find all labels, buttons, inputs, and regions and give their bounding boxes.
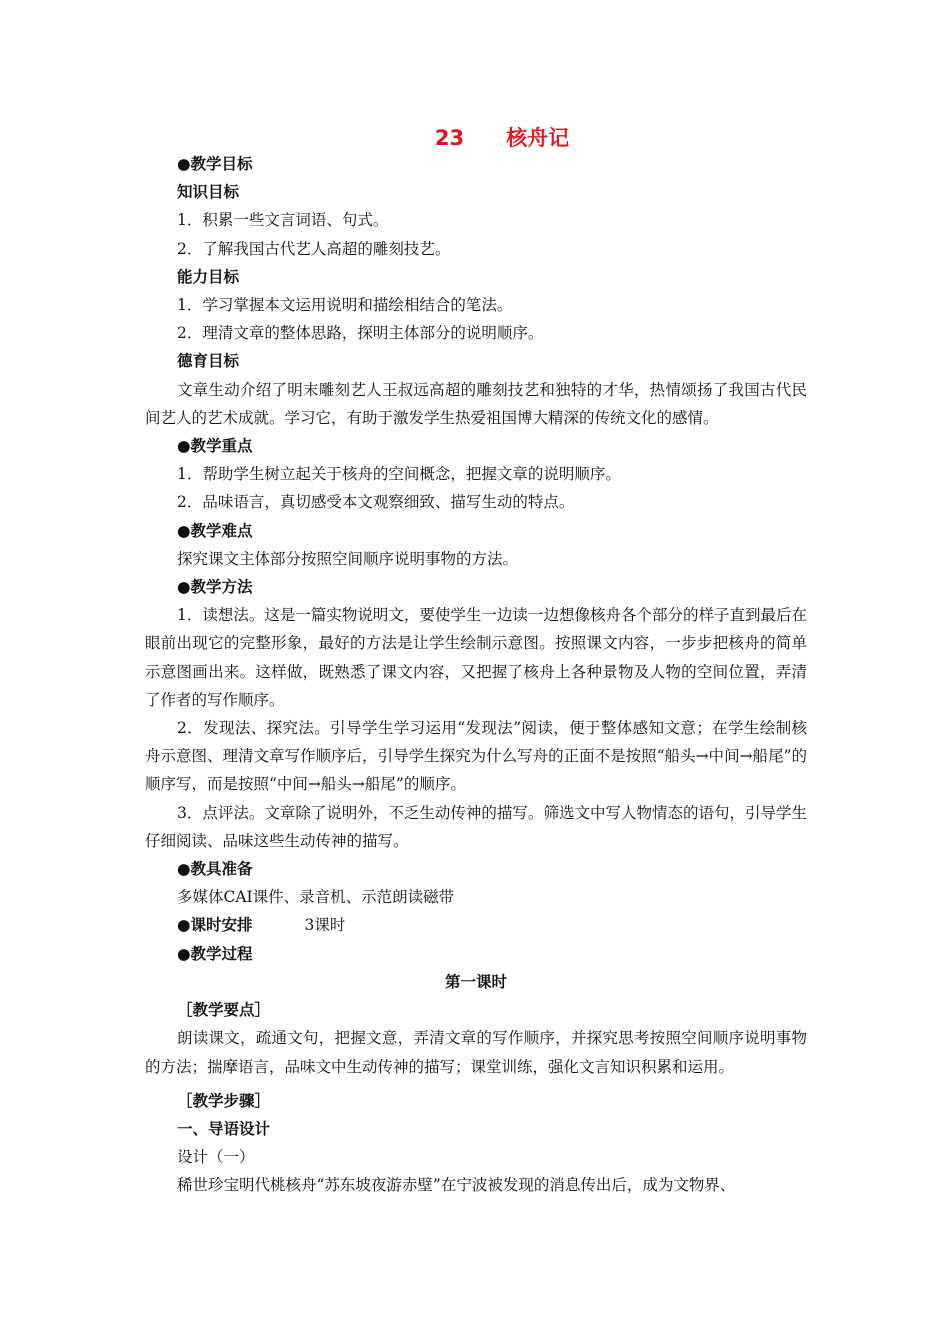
ability-item-1: 1．学习掌握本文运用说明和描绘相结合的笔法。 [177, 296, 513, 315]
section-heading-process: ●教学过程 [177, 944, 253, 963]
steps-label: ［教学步骤］ [177, 1091, 271, 1110]
final-paragraph: 稀世珍宝明代桃核舟“苏东坡夜游赤壁”在宁波被发现的消息传出后，成为文物界、 [177, 1176, 736, 1195]
section-heading-schedule [145, 911, 807, 939]
method-paragraph-3: 3．点评法。文章除了说明外，不乏生动传神的描写。筛选文中写人物情态的语句，引导学生仔细阅读、品味这些生动传神的描写。 [145, 803, 807, 850]
key-point-1: 1．帮助学生树立起关于核舟的空间概念，把握文章的说明顺序。 [177, 465, 621, 484]
knowledge-item-2: 2．了解我国古代艺人高超的雕刻技艺。 [177, 239, 451, 258]
document-body [145, 150, 807, 1200]
section-heading-difficulty: ●教学难点 [177, 521, 253, 540]
subheading-moral: 德育目标 [177, 352, 240, 371]
difficulty-text: 探究课文主体部分按照空间顺序说明事物的方法。 [177, 549, 519, 568]
moral-paragraph: 文章生动介绍了明末雕刻艺人王叔远高超的雕刻技艺和独特的才华，热情颂扬了我国古代民间艺人的艺术成就。学习它，有助于激发学生热爱祖国博大精深的传统文化的感情。 [145, 380, 807, 427]
tools-text: 多媒体CAI课件、录音机、示范朗读磁带 [177, 888, 455, 907]
knowledge-item-1: 1．积累一些文言词语、句式。 [177, 211, 389, 230]
method-paragraph-1: 1．读想法。这是一篇实物说明文，要使学生一边读一边想像核舟各个部分的样子直到最后在眼前出现它的完整形象，最好的方法是让学生绘制示意图。按照课文内容，一步步把核舟的简单示意图画出来。这样做，既熟悉了课文内容，又把握了核舟上各种景物及人物的空间位置，弄清了作者的写作顺序。 [145, 606, 807, 709]
section-heading-methods: ●教学方法 [177, 578, 253, 597]
key-points-paragraph: 朗读课文，疏通文句，把握文意，弄清文章的写作顺序，并探究思考按照空间顺序说明事物的方法；揣摩语言，品味文中生动传神的描写；课堂训练，强化文言知识积累和运用。 [145, 1029, 807, 1076]
design-one-label: 设计（一） [177, 1148, 255, 1167]
subheading-knowledge: 知识目标 [177, 183, 240, 202]
schedule-label: ●课时安排 [177, 916, 253, 935]
schedule-hours: 3课时 [304, 916, 346, 935]
document-title: 23 核舟记 [434, 126, 570, 150]
key-points-label: ［教学要点］ [177, 1001, 271, 1020]
section-heading-key-points: ●教学重点 [177, 437, 253, 456]
lesson-one-heading: 第一课时 [444, 972, 507, 991]
ability-item-2: 2．理清文章的整体思路，探明主体部分的说明顺序。 [177, 324, 544, 343]
method-paragraph-2: 2．发现法、探究法。引导学生学习运用“发现法”阅读，便于整体感知文意；在学生绘制核舟示意图、理清文章写作顺序后，引导学生探究为什么写舟的正面不是按照“船头→中间→船尾”的顺序写，而是按照“中间→船头→船尾”的顺序。 [145, 719, 807, 794]
key-point-2: 2．品味语言，真切感受本文观察细致、描写生动的特点。 [177, 493, 575, 512]
section-heading-objectives: ●教学目标 [177, 155, 253, 173]
section-heading-tools: ●教具准备 [177, 860, 253, 879]
step-one-heading: 一、导语设计 [177, 1119, 271, 1138]
subheading-ability: 能力目标 [177, 267, 240, 286]
